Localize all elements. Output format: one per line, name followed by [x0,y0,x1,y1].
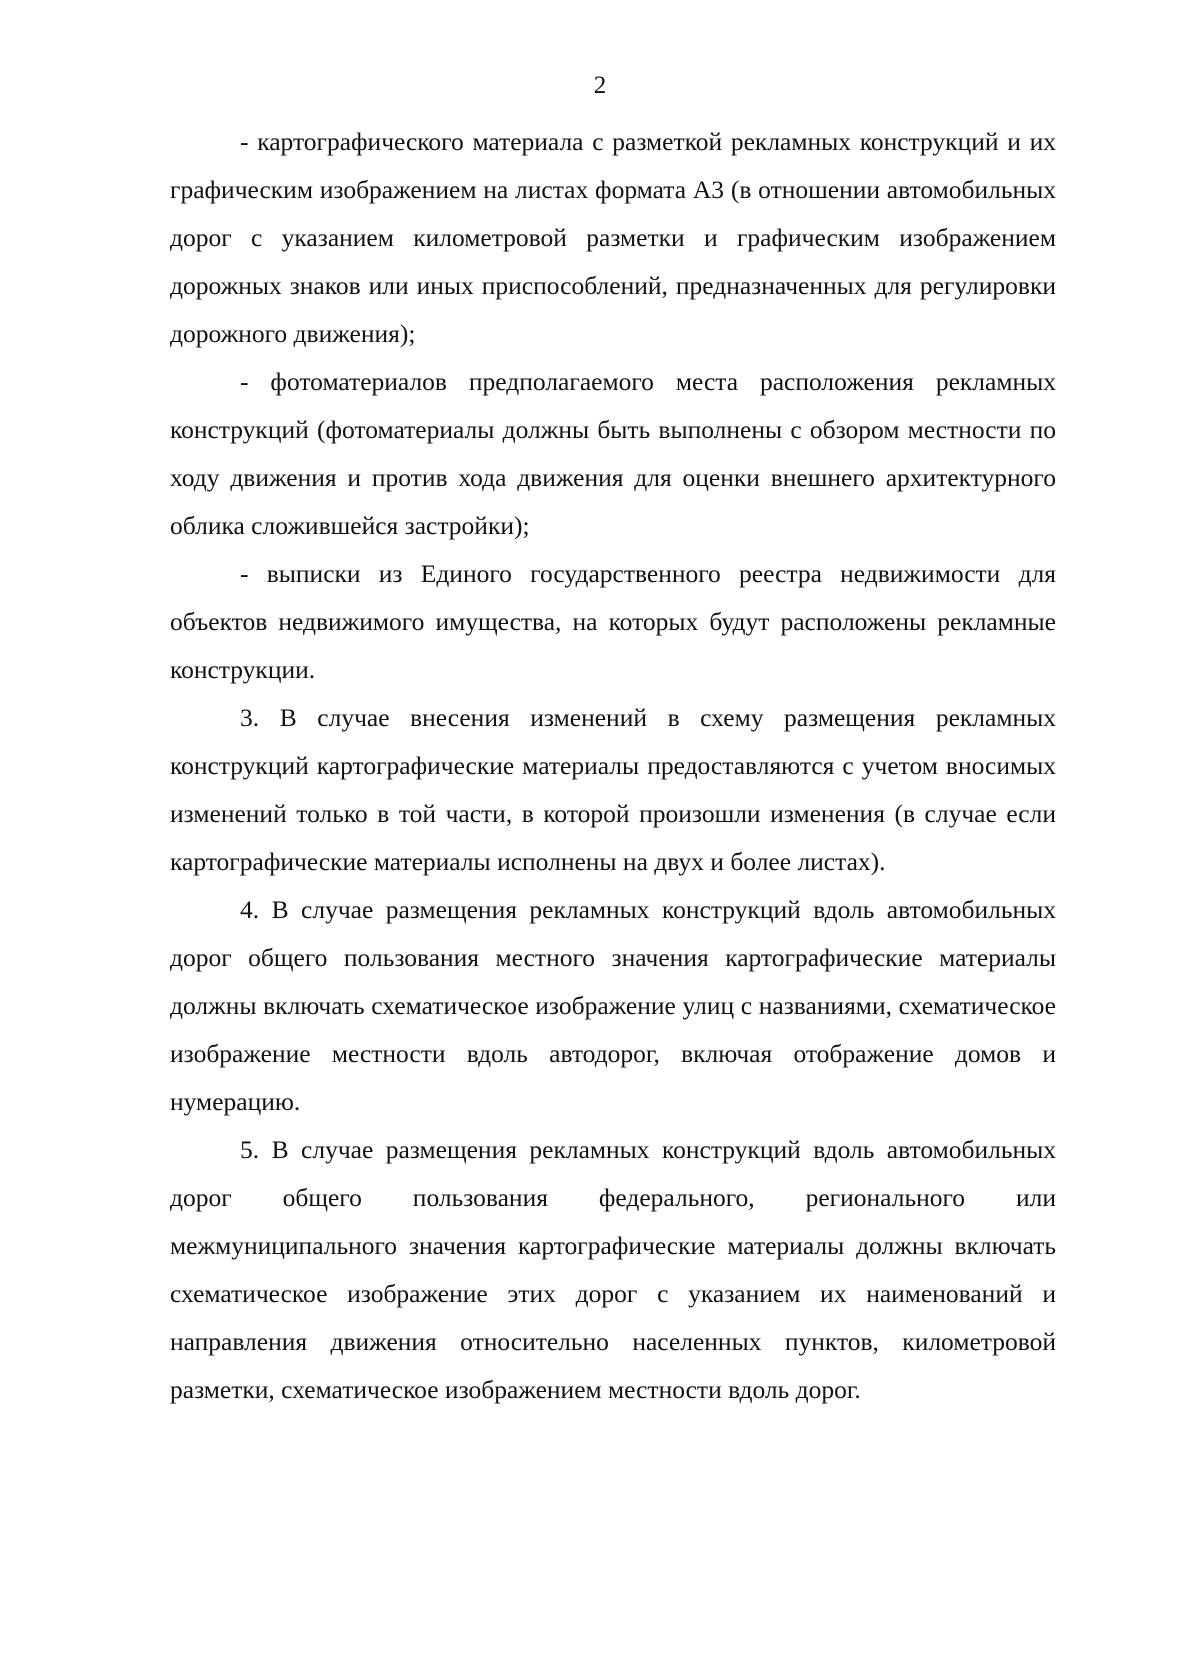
page-number: 2 [593,72,607,99]
paragraph-photo-materials: - фотоматериалов предполагаемого места расположения рекламных конструкций (фотоматериалы должны быть выполнены с обзором местности по ходу движения и против хода движения для оценки внешнего архитектурного облика сложившейся застройки); [170,367,1056,540]
paragraph-item-3: 3. В случае внесения изменений в схему размещения рекламных конструкций картографические материалы предоставляются с учетом вносимых изменений только в той части, в которой произошли изменения (в случае если картографические материалы исполнены на двух и более листах). [170,703,1056,876]
paragraph-cartographic-material: - картографического материала с разметкой рекламных конструкций и их графическим изображением на листах формата А3 (в отношении автомобильных дорог с указанием километровой разметки и графическим изображением дорожных знаков или иных приспособлений, предназначенных для регулировки дорожного движения); [170,127,1056,348]
paragraph-item-4: 4. В случае размещения рекламных конструкций вдоль автомобильных дорог общего пользования местного значения картографические материалы должны включать схематическое изображение улиц с названиями, схематическое изображение местности вдоль автодорог, включая отображение домов и нумерацию. [170,895,1056,1116]
paragraph-item-5: 5. В случае размещения рекламных конструкций вдоль автомобильных дорог общего пользования федерального, регионального или межмуниципального значения картографические материалы должны включать схематическое изображение этих дорог с указанием их наименований и направления движения относительно населенных пунктов, километровой разметки, схематическое изображением местности вдоль дорог. [170,1135,1056,1404]
document-body [170,118,1056,1414]
paragraph-registry-extract: - выписки из Единого государственного реестра недвижимости для объектов недвижимого имущества, на которых будут расположены рекламные конструкции. [170,559,1056,684]
